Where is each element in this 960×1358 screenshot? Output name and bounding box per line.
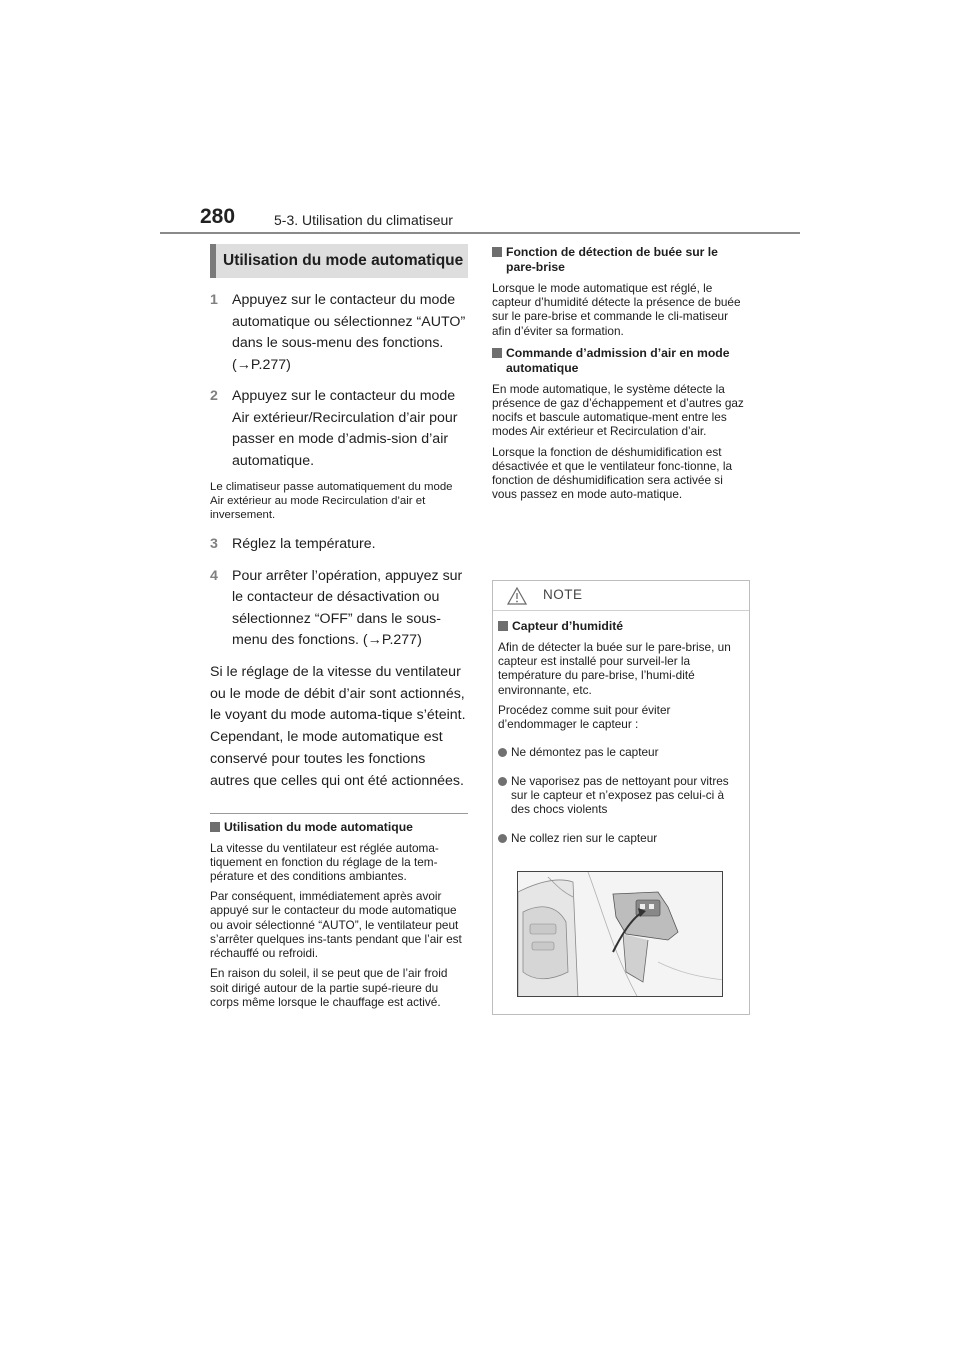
step-text: Appuyez sur le contacteur du mode automatique ou sélectionnez “AUTO” dans le sous-menu des fonctions. (→P.277) xyxy=(232,292,466,373)
section-title-box xyxy=(210,244,468,278)
square-bullet-icon xyxy=(492,247,502,257)
square-bullet-icon xyxy=(492,348,502,358)
right-column xyxy=(492,244,750,501)
subsection-heading-text: Fonction de détection de buée sur le pare-brise xyxy=(506,245,718,274)
step-text: Pour arrêter l’opération, appuyez sur le contacteur de désactivation ou sélectionnez “OFF” dans le sous-menu des fonctions. (→P.277) xyxy=(232,567,463,649)
humidity-sensor-drawing xyxy=(518,872,723,997)
header-rule xyxy=(160,232,800,234)
note-body xyxy=(493,611,749,845)
step-2 xyxy=(210,386,468,472)
sub-paragraph-2: Par conséquent, immédiatement après avoir appuyé sur le contacteur du mode automatique ou avoir sélectionné “AUTO”, le ventilateur peut s’arrêter quelques ins-tants pendant que l’air est réchauffé ou refroidi. xyxy=(210,889,462,961)
section-heading: Utilisation du mode automatique xyxy=(223,252,464,269)
bullet-text: Ne vaporisez pas de nettoyant pour vitres sur le capteur et n’exposez pas celui-ci à des chocs violents xyxy=(511,773,729,817)
step-4 xyxy=(210,566,468,652)
right-paragraph-2: En mode automatique, le système détecte la présence de gaz d’échappement et d’autres gaz nocifs et bascule automatique-ment entre les modes Air extérieur et Recirculation d’air. xyxy=(492,381,744,439)
section-title: 5-3. Utilisation du climatiseur xyxy=(274,212,453,228)
bullet-dot-icon xyxy=(498,777,507,786)
bullet-text: Ne démontez pas le capteur xyxy=(511,745,659,760)
note-title: NOTE xyxy=(543,587,583,602)
note-bullet xyxy=(498,831,745,845)
step-text: Appuyez sur le contacteur du mode Air extérieur/Recirculation d’air pour passer en mode d’admis-sion d’air automatique. xyxy=(232,388,458,469)
right-paragraph-1: Lorsque le mode automatique est réglé, le capteur d’humidité détecte la présence de buée sur le pare-brise et commande le cli-matiseur afin d’éviter sa formation. xyxy=(492,281,741,338)
step-text: Réglez la température. xyxy=(232,536,376,553)
subsection-heading-text: Utilisation du mode automatique xyxy=(224,819,413,834)
note-heading xyxy=(498,619,745,634)
square-bullet-icon xyxy=(498,621,508,631)
bullet-dot-icon xyxy=(498,834,507,843)
note-paragraph-2: Procédez comme suit pour éviter d’endommager le capteur : xyxy=(498,702,671,732)
subsection-heading xyxy=(210,820,468,835)
step-1 xyxy=(210,290,468,376)
subsection-heading-text: Commande d’admission d’air en mode automatique xyxy=(506,345,730,375)
bullet-dot-icon xyxy=(498,748,507,757)
square-bullet-icon xyxy=(210,822,220,832)
step-note: Le climatiseur passe automatiquement du mode Air extérieur au mode Recirculation d’air et inversement. xyxy=(210,481,453,521)
sensor-illustration xyxy=(517,871,723,997)
right-paragraph-3: Lorsque la fonction de déshumidification est désactivée et que le ventilateur fonc-tionne, la fonction de déshumidification sera activée si vous passez en mode auto-matique. xyxy=(492,444,733,502)
page-header xyxy=(200,205,800,235)
note-bullet xyxy=(498,745,745,759)
step-number: 1 xyxy=(210,292,218,308)
body-paragraph: Si le réglage de la vitesse du ventilateur ou le mode de débit d’air sont actionnés, le voyant du mode automa-tique s’éteint. Cependant, le mode automatique est conservé pour toutes les fonctions autres que celles qui ont été actionnées. xyxy=(210,663,466,789)
sub-paragraph-3: En raison du soleil, il se peut que de l’air froid soit dirigé autour de la partie supé-rieure du corps même lorsque le chauffage est activé. xyxy=(210,966,448,1009)
bullet-text: Ne collez rien sur le capteur xyxy=(511,830,658,845)
note-header xyxy=(493,581,749,611)
step-3 xyxy=(210,534,468,556)
left-column xyxy=(210,244,468,1009)
subsection-heading xyxy=(492,245,750,275)
step-number: 3 xyxy=(210,536,218,553)
step-number: 4 xyxy=(210,567,218,584)
note-paragraph-1: Afin de détecter la buée sur le pare-brise, un capteur est installé pour surveil-ler la température du pare-brise, l’humi-dité environnante, etc. xyxy=(498,640,731,697)
page-number: 280 xyxy=(200,205,236,228)
note-bullet xyxy=(498,774,745,817)
warning-triangle-icon xyxy=(507,587,527,605)
subsection-heading xyxy=(492,346,750,376)
note-heading-text: Capteur d’humidité xyxy=(512,619,624,633)
step-number: 2 xyxy=(210,388,218,404)
sub-paragraph-1: La vitesse du ventilateur est réglée automa-tiquement en fonction du réglage de la tem-pérature et des conditions ambiantes. xyxy=(210,840,439,884)
section-divider xyxy=(210,813,468,814)
